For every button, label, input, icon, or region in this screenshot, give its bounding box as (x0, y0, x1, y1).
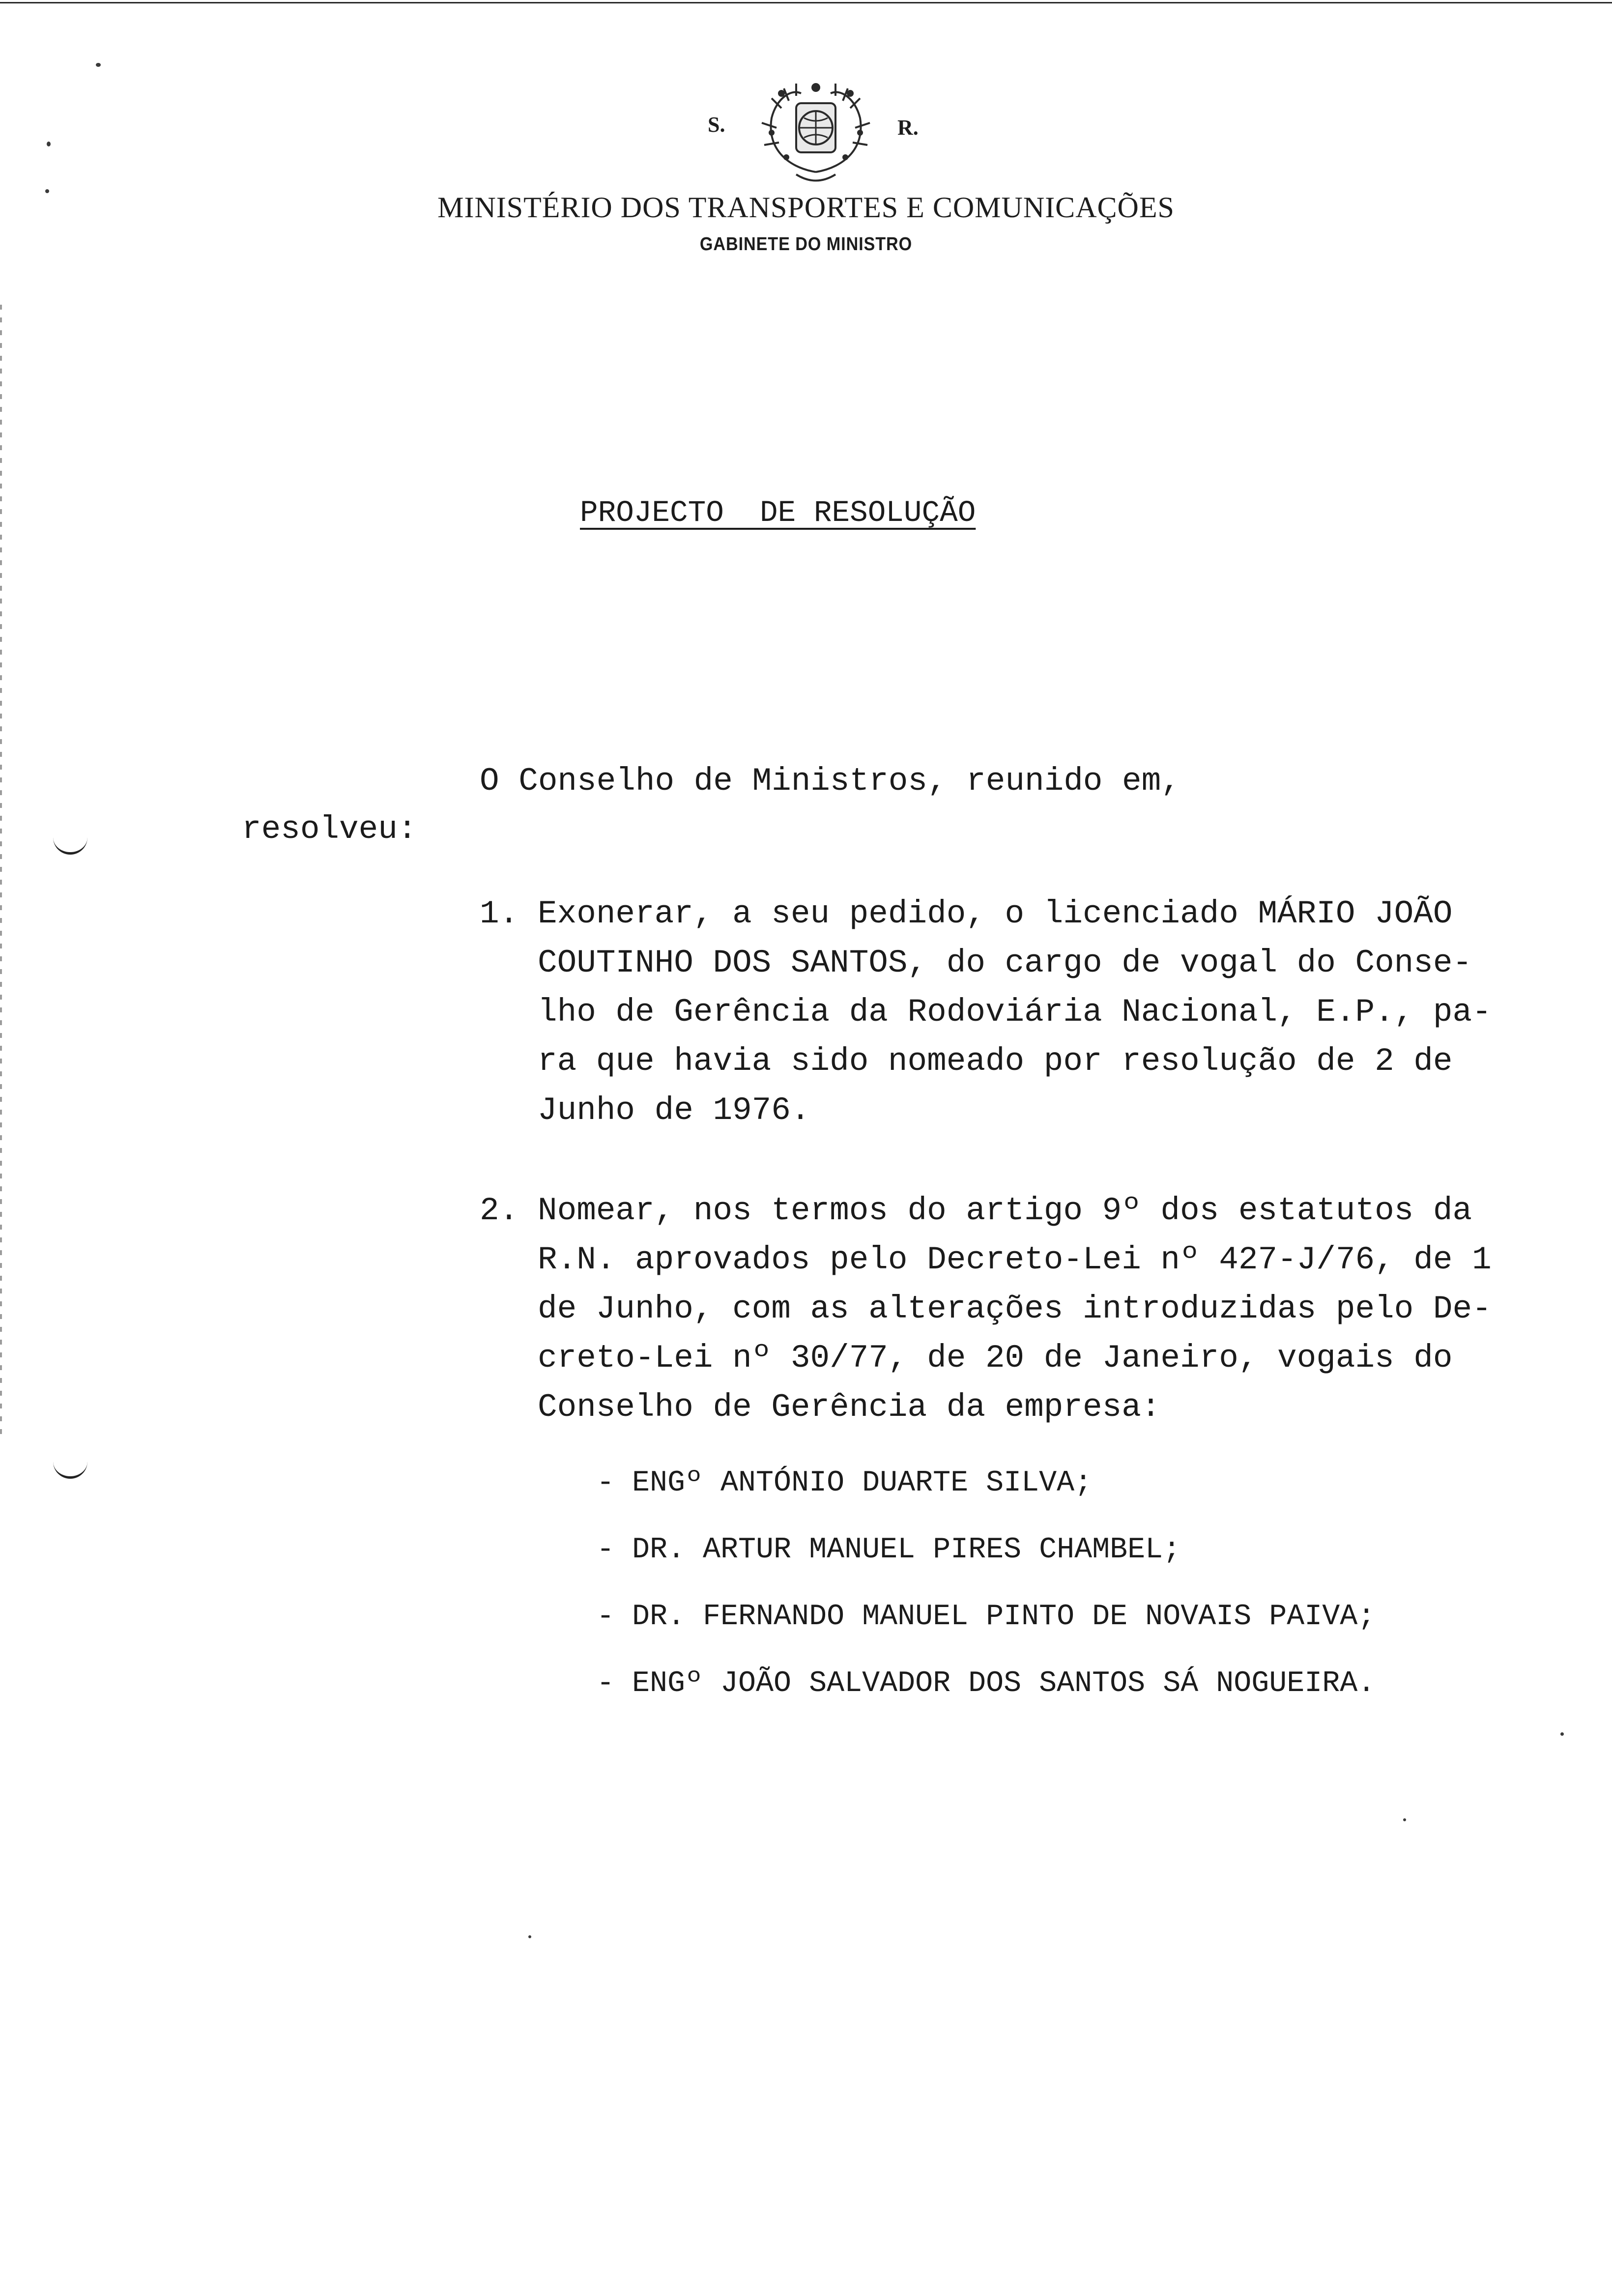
crest-letter-left: S. (708, 113, 725, 137)
left-scan-edge (0, 305, 2, 1435)
item-line: Nomear, nos termos do artigo 9º dos estatutos da (538, 1192, 1472, 1229)
scan-speck (45, 189, 49, 193)
list-item: - ENGº ANTÓNIO DUARTE SILVA; (597, 1466, 1093, 1500)
item-line: creto-Lei nº 30/77, de 20 de Janeiro, vogais do (538, 1340, 1453, 1377)
item-line: Conselho de Gerência da empresa: (538, 1389, 1161, 1426)
item-number: 2. (480, 1192, 519, 1229)
scan-speck (47, 142, 51, 146)
item-2-text (538, 1186, 1521, 1432)
document-title: PROJECTO DE RESOLUÇÃO (580, 496, 976, 530)
item-line: COUTINHO DOS SANTOS, do cargo de vogal do Conse- (538, 945, 1472, 981)
item-1-text (538, 890, 1521, 1135)
intro-paragraph: O Conselho de Ministros, reunido em, (480, 763, 1180, 800)
list-item: - DR. FERNANDO MANUEL PINTO DE NOVAIS PAIVA; (597, 1600, 1376, 1634)
item-line: R.N. aprovados pelo Decreto-Lei nº 427-J/76, de 1 (538, 1241, 1492, 1278)
ministry-heading: MINISTÉRIO DOS TRANSPORTES E COMUNICAÇÕES (437, 191, 1175, 224)
scan-speck (1403, 1818, 1406, 1821)
item-line: ra que havia sido nomeado por resolução de 2 de (538, 1043, 1453, 1080)
letterhead (0, 0, 1612, 295)
scan-speck (1560, 1732, 1564, 1736)
resolved-label: resolveu: (242, 811, 417, 848)
item-line: de Junho, com as alterações introduzidas pelo De- (538, 1291, 1492, 1327)
list-item: - ENGº JOÃO SALVADOR DOS SANTOS SÁ NOGUEIRA. (597, 1667, 1376, 1700)
scan-speck (528, 1935, 531, 1938)
item-line: Exonerar, a seu pedido, o licenciado MÁRIO JOÃO (538, 895, 1453, 932)
cabinet-subheading: GABINETE DO MINISTRO (699, 234, 913, 255)
list-item: - DR. ARTUR MANUEL PIRES CHAMBEL; (597, 1533, 1181, 1567)
scan-speck (96, 63, 101, 67)
item-line: lho de Gerência da Rodoviária Nacional, E.P., pa- (538, 994, 1492, 1031)
item-line: Junho de 1976. (538, 1092, 810, 1129)
item-number: 1. (480, 895, 519, 932)
coat-of-arms-icon (742, 74, 890, 187)
crest-letter-right: R. (897, 115, 919, 140)
margin-mark (53, 1457, 87, 1479)
margin-mark (53, 832, 87, 855)
members-list (597, 1450, 1375, 1717)
